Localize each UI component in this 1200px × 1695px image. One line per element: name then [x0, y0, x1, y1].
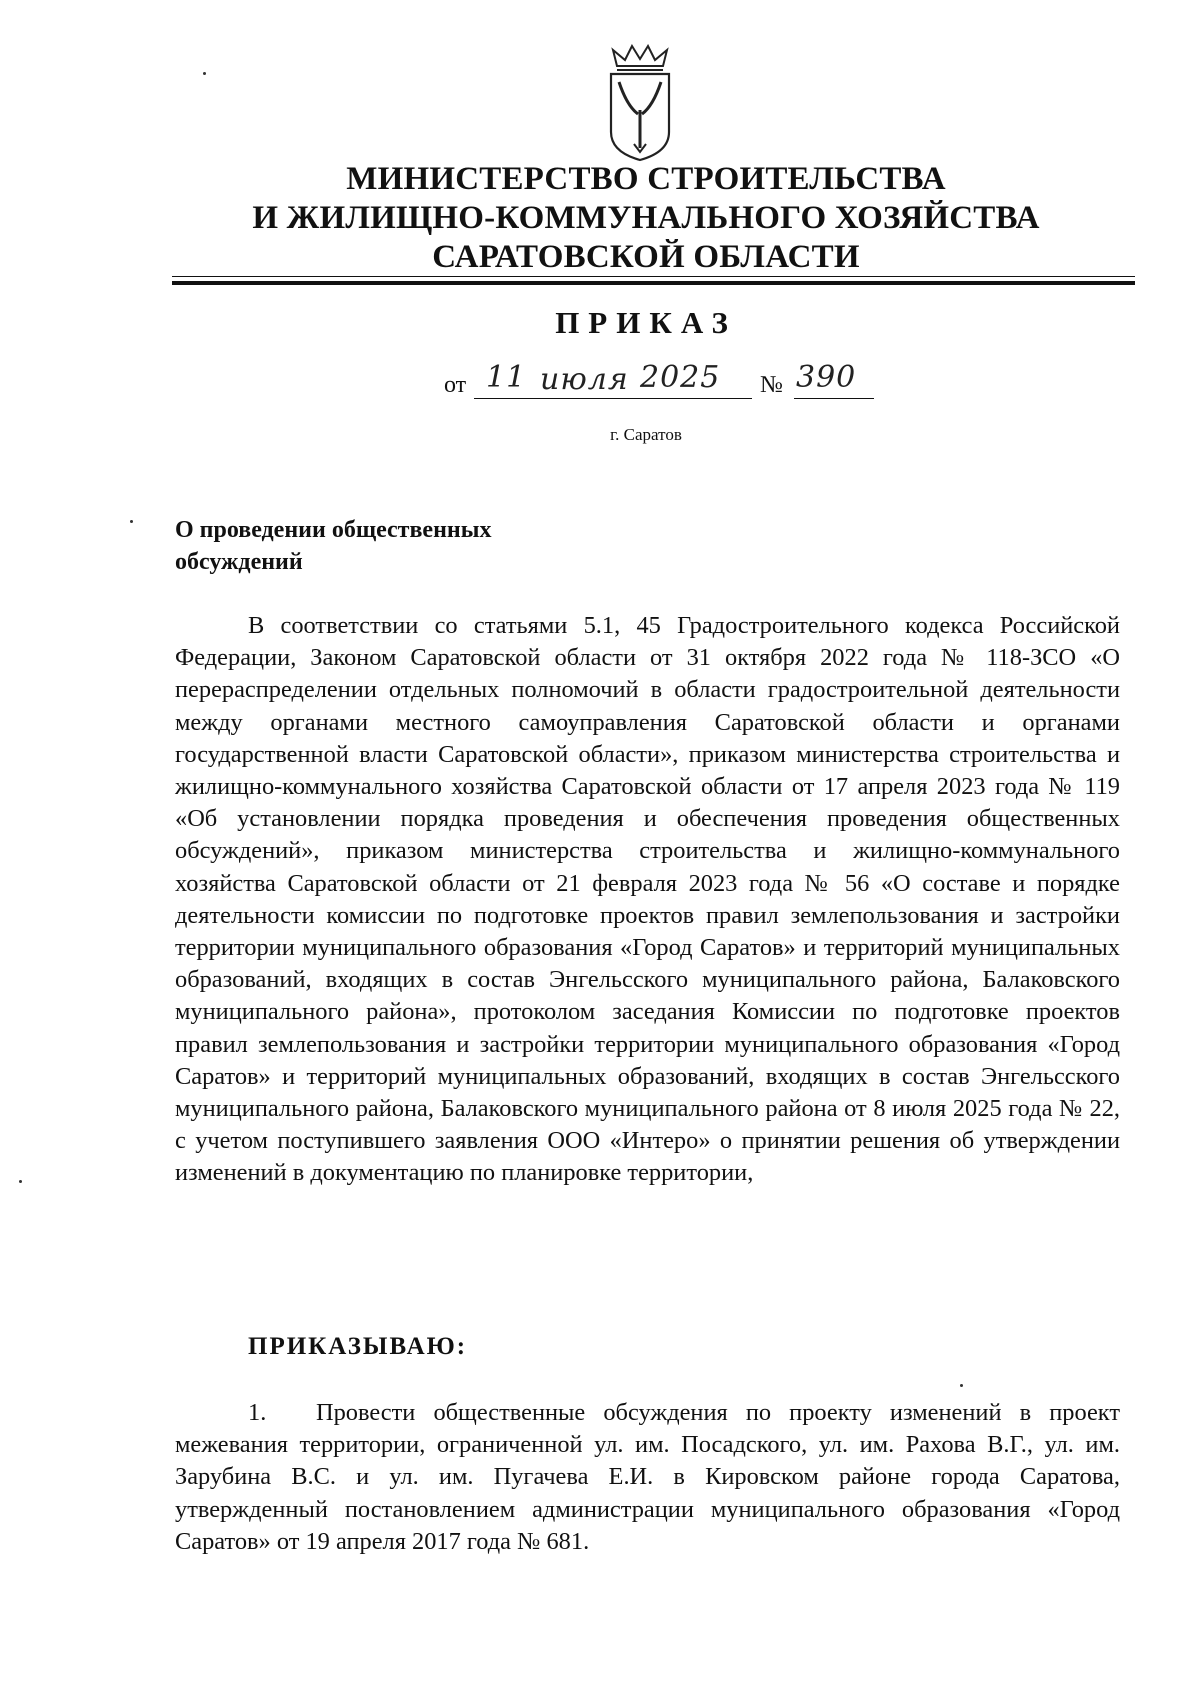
ministry-line-1: МИНИСТЕРСТВО СТРОИТЕЛЬСТВА	[346, 161, 946, 197]
ministry-line-2: И ЖИЛИЩНО-КОММУНАЛЬНОГО ХОЗЯЙСТВА	[252, 200, 1040, 236]
subject-line-2: обсуждений	[175, 549, 303, 575]
scan-speck	[130, 520, 133, 523]
number-underline	[794, 398, 874, 399]
preamble-paragraph: В соответствии со статьями 5.1, 45 Градостроительного кодекса Российской Федерации, Законом Саратовской области от 31 октября 2022 года № 118-ЗСО «О перераспределении отдельных полномочий в области градостроительной деятельности между органами местного самоуправления Саратовской области и органами государственной власти Саратовской области», приказом министерства строительства и жилищно-коммунального хозяйства Саратовской области от 17 апреля 2023 года № 119 «Об установлении порядка проведения и обеспечения проведения общественных обсуждений», приказом министерства строительства и жилищно-коммунального хозяйства Саратовской области от 21 февраля 2023 года № 56 «О составе и порядке деятельности комиссии по подготовке проектов правил землепользования и застройки территории муниципального образования «Город Саратов» и территорий муниципальных образований, входящих в состав Энгельсского муниципального района, Балаковского муниципального района», протоколом заседания Комиссии по подготовке проектов правил землепользования и застройки территории муниципального образования «Город Саратов» и территорий муниципальных образований, входящих в состав Энгельсского муниципального района, Балаковского муниципального района от 8 июля 2025 года № 22, с учетом поступившего заявления ООО «Интеро» о принятии решения об утверждении изменений в документацию по планировке территории,	[175, 612, 1120, 1187]
handwritten-day: 11	[486, 360, 527, 395]
order-date-number-line	[444, 360, 894, 406]
scan-speck	[203, 72, 206, 75]
order-directive-word: ПРИКАЗЫВАЮ:	[248, 1333, 468, 1360]
ministry-name	[0, 160, 1200, 277]
date-underline	[474, 398, 752, 399]
order-subject	[175, 514, 595, 578]
order-item-1	[175, 1397, 1120, 1558]
ministry-line-3: САРАТОВСКОЙ ОБЛАСТИ	[432, 239, 860, 275]
handwritten-order-number: 390	[796, 360, 857, 395]
item-1-text: Провести общественные обсуждения по проекту изменений в проект межевания территории, ограниченной ул. им. Посадского, ул. им. Рахова В.Г., ул. им. Зарубина В.С. и ул. им. Пугачева Е.И. в Кировском районе города Саратова, утвержденный постановлением администрации муниципального образования «Город Саратов» от 19 апреля 2017 года № 681.	[175, 1399, 1120, 1555]
subject-line-1: О проведении общественных	[175, 517, 492, 543]
scan-speck	[19, 1180, 22, 1183]
scan-speck	[960, 1384, 963, 1387]
date-prefix: от	[444, 372, 467, 398]
saratov-oblast-coat-of-arms-icon	[605, 44, 675, 162]
item-1-number: 1.	[248, 1399, 267, 1426]
issue-city: г. Саратов	[610, 425, 682, 444]
header-divider-thin	[172, 276, 1135, 277]
number-sign: №	[760, 372, 783, 398]
header-divider-thick	[172, 281, 1135, 285]
document-type-title: ПРИКАЗ	[555, 305, 737, 340]
handwritten-year: 2025	[640, 360, 721, 395]
handwritten-month: июля	[540, 362, 629, 397]
